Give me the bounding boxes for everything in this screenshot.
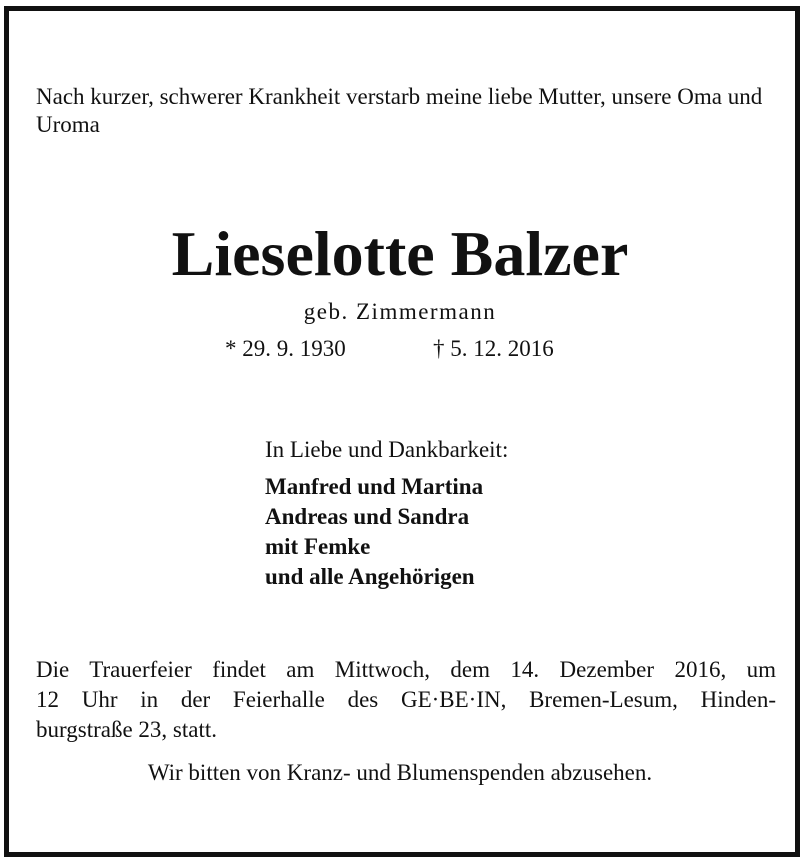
intro-text: Nach kurzer, schwerer Krankheit verstarb meine liebe Mutter, unsere Oma und Uroma xyxy=(36,84,763,137)
mourner-item: Manfred und Martina xyxy=(265,474,484,499)
maiden-name: geb. Zimmermann xyxy=(303,299,497,324)
service-line: burgstraße 23, statt. xyxy=(36,717,217,742)
birth-date: * 29. 9. 1930 xyxy=(225,336,346,361)
mourner-item: Andreas und Sandra xyxy=(265,504,470,529)
service-info xyxy=(36,655,776,745)
request-text: Wir bitten von Kranz- und Blumenspenden abzusehen. xyxy=(147,760,653,785)
death-date: † 5. 12. 2016 xyxy=(433,336,554,361)
mourners-list xyxy=(265,472,483,592)
deceased-name: Lieselotte Balzer xyxy=(171,218,629,289)
thanks-line: In Liebe und Dankbarkeit: xyxy=(265,437,509,462)
service-line: 12 Uhr in der Feierhalle des GE·BE·IN, Bremen-Lesum, Hinden- xyxy=(36,687,776,712)
mourner-item: mit Femke xyxy=(265,534,371,559)
mourner-item: und alle Angehörigen xyxy=(265,564,475,589)
service-line: Die Trauerfeier findet am Mittwoch, dem 14. Dezember 2016, um xyxy=(36,657,776,682)
